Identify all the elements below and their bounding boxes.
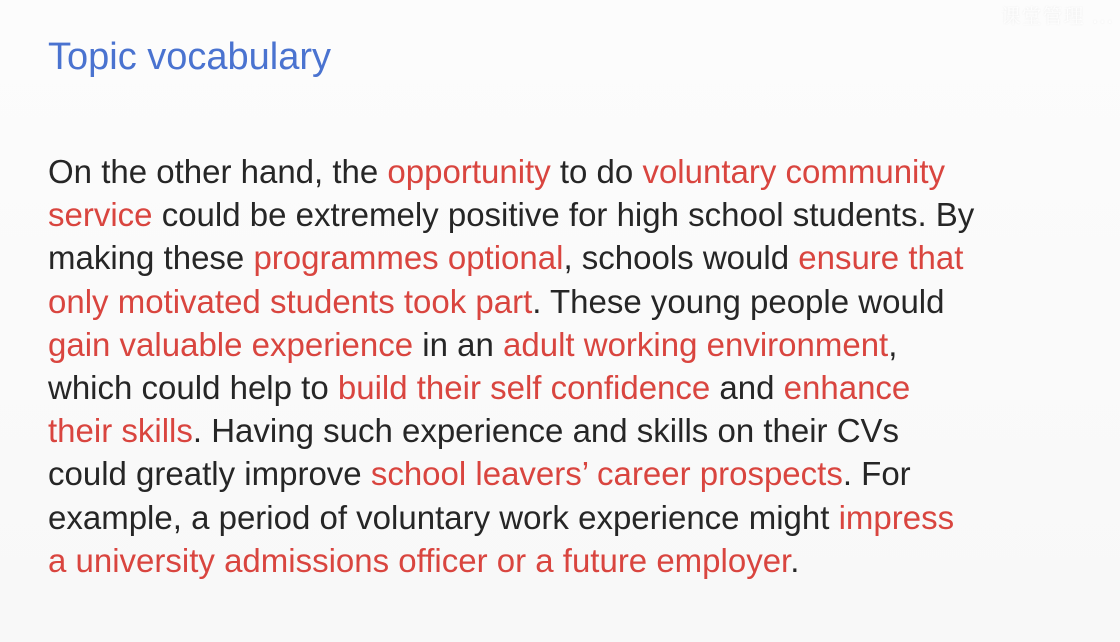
body-text: in an bbox=[413, 325, 504, 363]
vocabulary-phrase: enhance bbox=[783, 368, 911, 406]
paragraph-line bbox=[48, 280, 1088, 323]
vocabulary-phrase: adult working environment bbox=[503, 325, 889, 363]
paragraph-line bbox=[48, 193, 1088, 236]
vocabulary-phrase: school leavers’ career prospects bbox=[370, 455, 843, 493]
body-text: . Having such experience and skills on their CVs bbox=[192, 412, 900, 450]
body-paragraph bbox=[48, 150, 1088, 582]
body-text: , bbox=[888, 325, 898, 363]
body-text: . bbox=[790, 541, 800, 579]
paragraph-line bbox=[48, 236, 1088, 279]
paragraph-line bbox=[48, 496, 1088, 539]
vocabulary-phrase: service bbox=[48, 196, 153, 234]
body-text: , schools would bbox=[563, 239, 799, 277]
vocabulary-phrase: voluntary community bbox=[642, 153, 946, 190]
watermark: 课堂管理 ... bbox=[1000, 4, 1114, 28]
body-text: . For bbox=[842, 455, 911, 493]
body-text: to do bbox=[550, 153, 643, 190]
paragraph-line bbox=[48, 323, 1088, 366]
page-title: Topic vocabulary bbox=[48, 36, 332, 78]
vocabulary-phrase: impress bbox=[838, 498, 955, 536]
vocabulary-phrase: their skills bbox=[48, 412, 193, 450]
paragraph-line bbox=[48, 150, 1088, 193]
body-text: could greatly improve bbox=[48, 455, 371, 493]
vocabulary-phrase: ensure that bbox=[798, 239, 964, 277]
vocabulary-phrase: opportunity bbox=[387, 153, 551, 190]
paragraph-line bbox=[48, 539, 1088, 582]
body-text: making these bbox=[48, 239, 254, 277]
vocabulary-phrase: build their self confidence bbox=[337, 368, 711, 406]
paragraph-line bbox=[48, 366, 1088, 409]
body-text: . These young people would bbox=[532, 282, 945, 320]
vocabulary-phrase: only motivated students took part bbox=[48, 282, 533, 320]
body-text: could be extremely positive for high school students. By bbox=[152, 196, 975, 234]
vocabulary-phrase: gain valuable experience bbox=[48, 325, 414, 363]
vocabulary-phrase: programmes optional bbox=[253, 239, 564, 277]
body-text: On the other hand, the bbox=[48, 153, 388, 190]
vocabulary-phrase: a university admissions officer or a future employer bbox=[48, 541, 791, 579]
body-text: and bbox=[710, 368, 784, 406]
body-text: which could help to bbox=[48, 368, 338, 406]
paragraph-line bbox=[48, 452, 1088, 495]
body-text: example, a period of voluntary work experience might bbox=[48, 498, 839, 536]
paragraph-line bbox=[48, 409, 1088, 452]
